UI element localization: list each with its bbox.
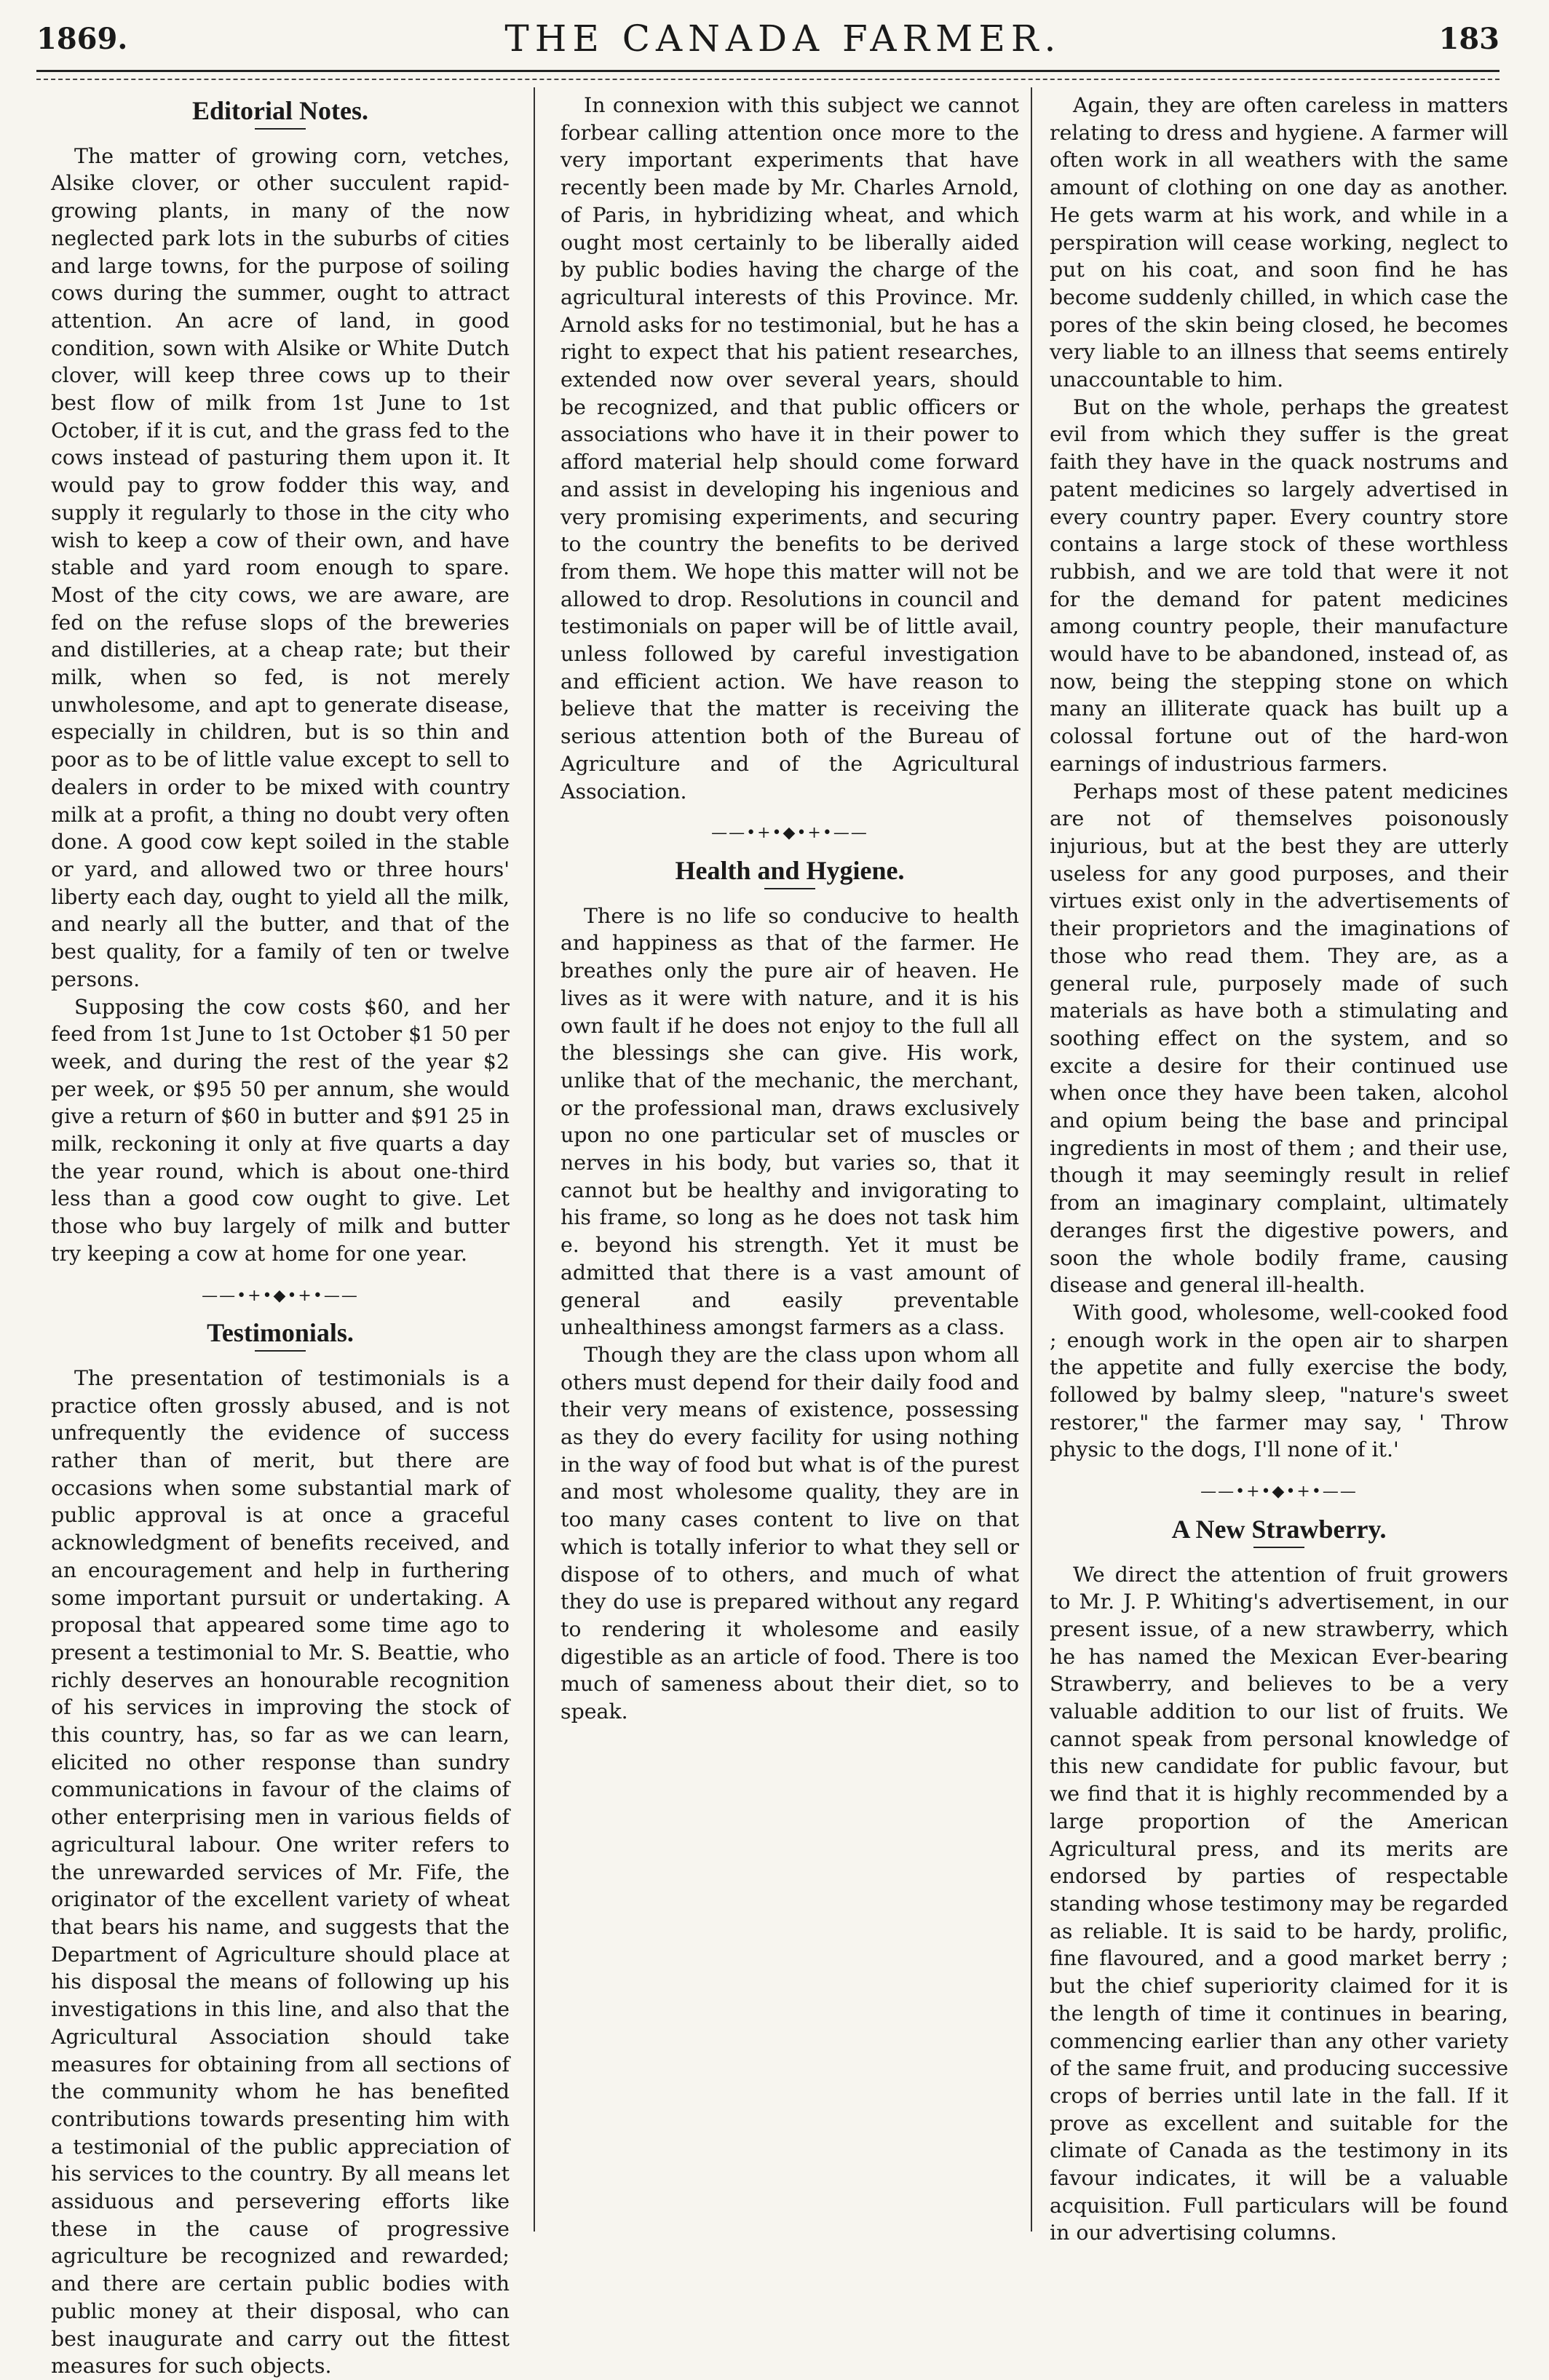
new-strawberry-heading: A New Strawberry. <box>1171 1514 1387 1544</box>
header-year: 1869. <box>36 21 128 56</box>
heading-rule <box>255 128 306 130</box>
column-3 <box>1050 92 1508 2245</box>
health-paragraph-2: Though they are the class upon whom all others must depend for their daily food and their very means of existence, possessing as they do every facility for using nothing in the way of food but what is of the purest and most wholesome quality, they are in too many cases content to live on that which is totally inferior to what they sell or dispose of to others, and much of what they do use is prepared without any regard to rendering it wholesome and easily digestible as an article of food. There is too much of sameness about their diet, so to speak. <box>560 1342 1019 1724</box>
health-paragraph-3: Again, they are often careless in matters relating to dress and hygiene. A farmer will often work in all weathers with the same amount of clothing on one day as another. He gets warm at his work, and while in a perspiration will cease working, neglect to put on his coat, and soon find he has become suddenly chilled, in which case the pores of the skin being closed, he becomes very liable to an illness that seems entirely unaccountable to him. <box>1050 93 1508 392</box>
page-number: 183 <box>1438 21 1500 56</box>
health-paragraph-1: There is no life so conducive to health and happiness as that of the farmer. He breathes only the pure air of heaven. He lives as it were with nature, and it is his own fault if he does not enjoy to the full all the blessings she can give. His work, unlike that of the mechanic, the merchant, or the professional man, draws exclusively upon no one particular set of muscles or nerves in his body, but varies so, that it cannot but be healthy and invigorating to his frame, so long as he does not task him e. beyond his strength. Yet it must be admitted that there is a vast amount of general and easily preventable unhealthiness amongst farmers as a class. <box>560 903 1019 1340</box>
column-1 <box>51 92 510 2379</box>
health-hygiene-heading: Health and Hygiene. <box>675 855 905 885</box>
column-2 <box>560 92 1019 2232</box>
masthead-title: THE CANADA FARMER. <box>504 17 1062 60</box>
heading-rule <box>764 888 815 889</box>
health-paragraph-4: But on the whole, perhaps the greatest evil from which they suffer is the great faith they have in the quack nostrums and patent medicines so largely advertised in every country paper. Every country store contains a large stock of these worthless rubbish, and we are told that were it not for the demand for patent medicines among country people, their manufacture would have to be abandoned, instead of, as now, being the stepping stone on which many an illiterate quack has built up a colossal fortune out of the hard-won earnings of industrious farmers. <box>1050 394 1508 776</box>
testimonials-heading: Testimonials. <box>207 1318 354 1348</box>
editorial-notes-paragraph-2: Supposing the cow costs $60, and her feed from 1st June to 1st October $1 50 per week, and during the rest of the year $2 per week, or $95 50 per annum, she would give a return of $60 in butter and $91 25 in milk, reckoning it only at five quarts a day the year round, which is about one-third less than a good cow ought to give. Let those who buy largely of milk and butter try keeping a cow at home for one year. <box>51 994 510 1266</box>
strawberry-paragraph-1: We direct the attention of fruit growers to Mr. J. P. Whiting's advertisement, in our present issue, of a new strawberry, which he has named the Mexican Ever-bearing Strawberry, and believes to be a very valuable addition to our list of fruits. We cannot speak from personal knowledge of this new candidate for public favour, but we find that it is highly recommended by a large proportion of the American Agricultural press, and its merits are endorsed by parties of respectable standing whose testimony may be regarded as reliable. It is said to be hardy, prolific, fine flavoured, and a good market berry ; but the chief superiority claimed for it is the length of time it continues in bearing, commencing earlier than any other variety of the same fruit, and producing successive crops of berries until late in the fall. If it prove as excellent and suitable for the climate of Canada as the testimony in its favour indicates, it will be a valuable acquisition. Full particulars will be found in our advertising columns. <box>1050 1562 1508 2245</box>
section-separator: ——•+•◆•+•—— <box>202 1286 359 1305</box>
testimonials-paragraph-2: In connexion with this subject we cannot forbear calling attention once more to the very important experiments that have recently been made by Mr. Charles Arnold, of Paris, in hybridizing wheat, and which ought most certainly to be liberally aided by public bodies having the charge of the agricultural interests of this Province. Mr. Arnold asks for no testimonial, but he has a right to expect that his patient researches, extended now over several years, should be recognized, and that public officers or associations who have it in their power to afford material help should come forward and assist in developing his ingenious and very promising experiments, and securing to the country the benefits to be derived from them. We hope this matter will not be allowed to drop. Resolutions in council and testimonials on paper will be of little avail, unless followed by careful investigation and efficient action. We have reason to believe that the matter is receiving the serious attention both of the Bureau of Agriculture and of the Agricultural Association. <box>560 93 1019 804</box>
header-dashed-rule <box>36 79 1500 80</box>
editorial-notes-heading: Editorial Notes. <box>192 96 368 125</box>
heading-rule <box>255 1350 306 1352</box>
column-divider-1 <box>534 87 535 2232</box>
health-paragraph-5: Perhaps most of these patent medicines are not of themselves poisonously injurious, but at the best they are utterly useless for any good purposes, and their virtues exist only in the advertisements of their proprietors and the imaginations of those who read them. They are, as a general rule, purposely made of such materials as have both a stimulating and soothing effect on the system, and so excite a desire for their continued use when once they have been taken, alcohol and opium being the base and principal ingredients in most of them ; and their use, though it may seemingly result in relief from an imaginary complaint, ultimately deranges first the digestive powers, and soon the whole bodily frame, causing disease and general ill-health. <box>1050 779 1508 1298</box>
testimonials-paragraph-1: The presentation of testimonials is a practice often grossly abused, and is not unfrequently the evidence of success rather than of merit, but there are occasions when some substantial mark of public approval is at once a graceful acknowledgment of benefits received, and an encouragement and help in furthering some important pursuit or undertaking. A proposal that appeared some time ago to present a testimonial to Mr. S. Beattie, who richly deserves an honourable recognition of his services in improving the stock of this country, has, so far as we can learn, elicited no other response than sundry communications in favour of the claims of other enterprising men in various fields of agricultural labour. One writer refers to the unrewarded services of Mr. Fife, the originator of the excellent variety of wheat that bears his name, and suggests that the Department of Agriculture should place at his disposal the means of following up his investigations in this line, and also that the Agricultural Association should take measures for obtaining from all sections of the community whom he has benefited contributions towards presenting him with a testimonial of the public appreciation of his services to the country. By all means let assiduous and persevering efforts like these in the cause of progressive agriculture be recognized and rewarded; and there are certain public bodies with public money at their disposal, who can best inaugurate and carry out the fittest measures for such objects. <box>51 1365 510 2379</box>
health-paragraph-6: With good, wholesome, well-cooked food ; enough work in the open air to sharpen the appetite and fully exercise the body, followed by balmy sleep, "nature's sweet restorer," the farmer may say, ' Throw physic to the dogs, I'll none of it.' <box>1050 1300 1508 1462</box>
section-separator: ——•+•◆•+•—— <box>711 824 868 843</box>
page-header <box>36 13 1500 64</box>
section-separator: ——•+•◆•+•—— <box>1200 1483 1358 1502</box>
column-divider-2 <box>1031 87 1032 2232</box>
header-rule <box>36 70 1500 72</box>
editorial-notes-paragraph-1: The matter of growing corn, vetches, Alsike clover, or other succulent rapid-growing plants, in many of the now neglected park lots in the suburbs of cities and large towns, for the purpose of soiling cows during the summer, ought to attract attention. An acre of land, in good condition, sown with Alsike or White Dutch clover, will keep three cows up to their best flow of milk from 1st June to 1st October, if it is cut, and the grass fed to the cows instead of pasturing them upon it. It would pay to grow fodder this way, and supply it regularly to those in the city who wish to keep a cow of their own, and have stable and yard room enough to spare. Most of the city cows, we are aware, are fed on the refuse slops of the breweries and distilleries, at a cheap rate; but their milk, when so fed, is not merely unwholesome, and apt to generate disease, especially in children, but is so thin and poor as to be of little value except to sell to dealers in order to be mixed with country milk at a profit, a thing no doubt very often done. A good cow kept soiled in the stable or yard, and allowed two or three hours' liberty each day, ought to yield all the milk, and nearly all the butter, and that of the best quality, for a family of ten or twelve persons. <box>51 143 510 991</box>
heading-rule <box>1253 1547 1304 1548</box>
